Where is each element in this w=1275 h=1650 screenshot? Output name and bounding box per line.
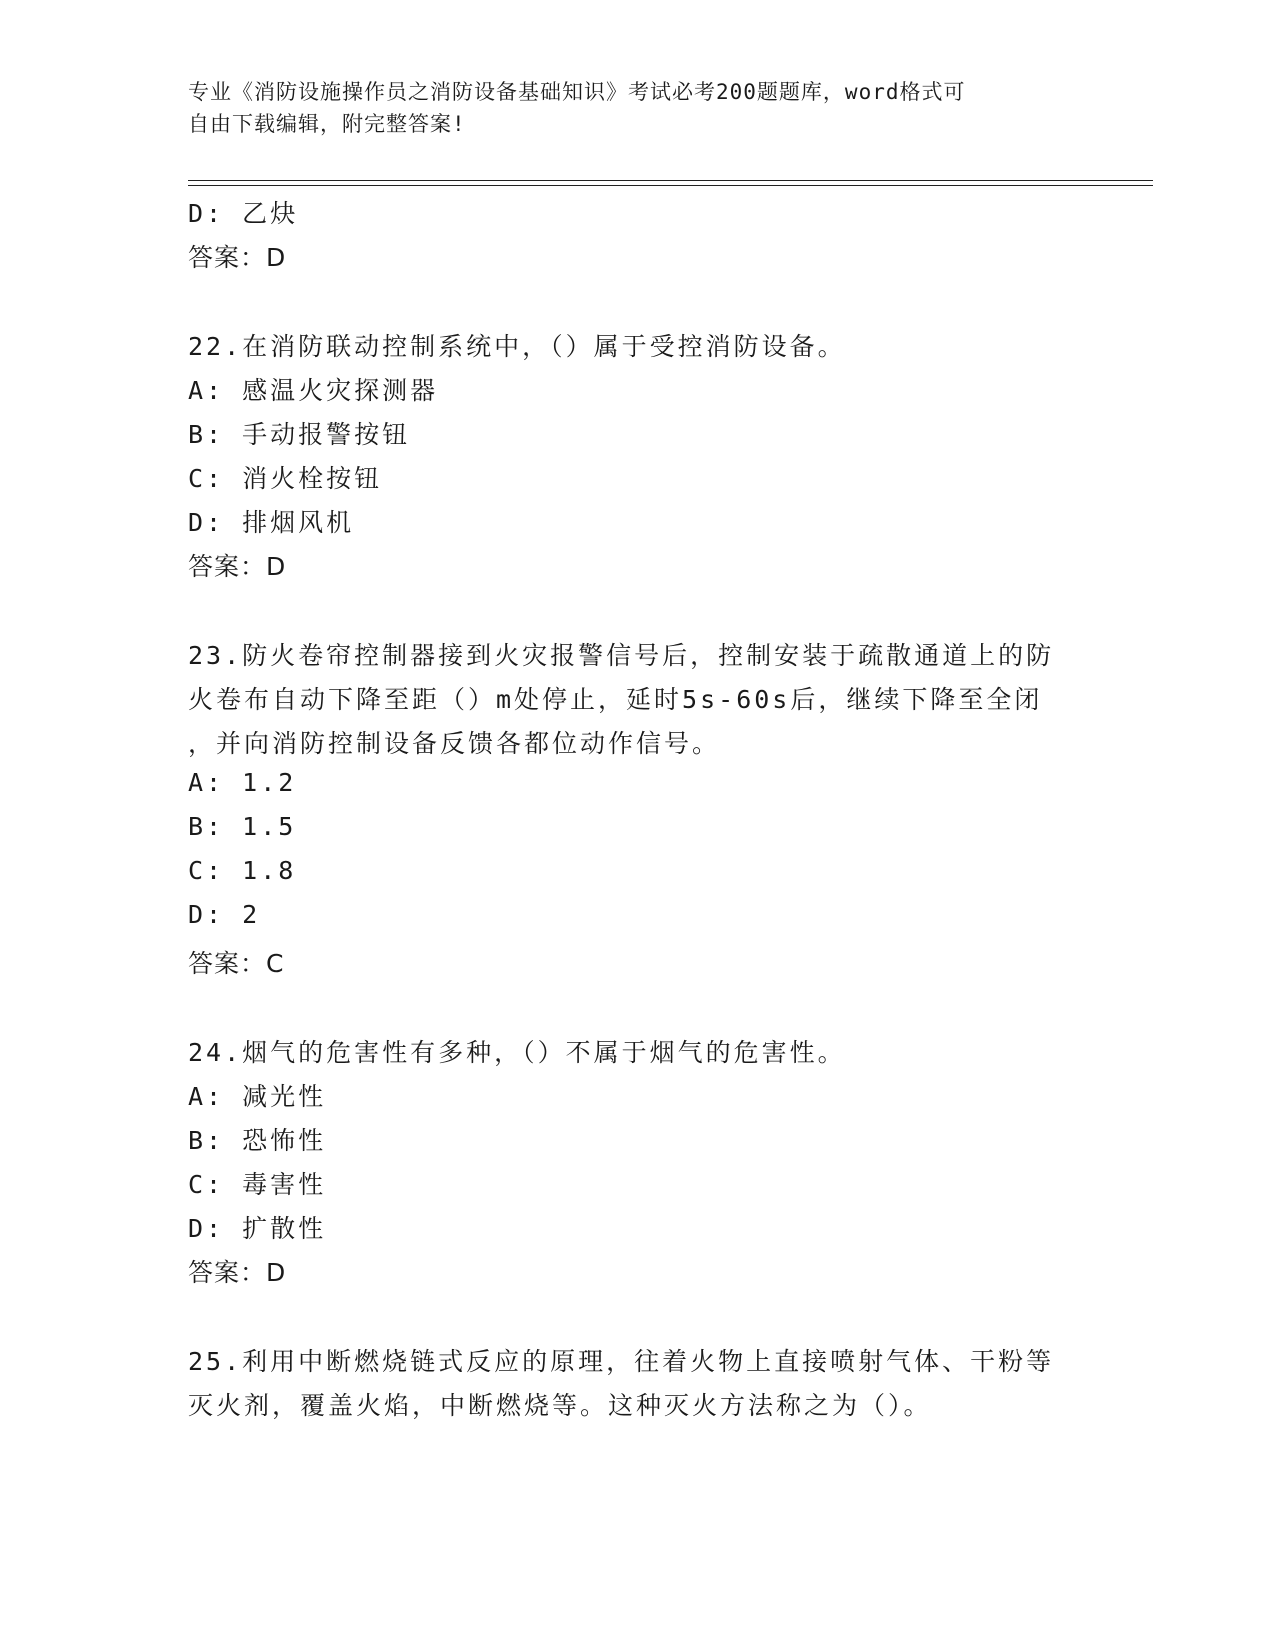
- q23-question-line-3: ，并向消防控制设备反馈各都位动作信号。: [188, 729, 721, 758]
- q21-answer: 答案：D: [188, 243, 287, 272]
- q24-option-b: B: 恐怖性: [188, 1126, 327, 1155]
- q22-option-a: A: 感温火灾探测器: [188, 376, 439, 405]
- q22-answer: 答案：D: [188, 552, 287, 581]
- q23-answer: 答案：C: [188, 949, 285, 978]
- q22-question: 22.在消防联动控制系统中，（）属于受控消防设备。: [188, 332, 846, 361]
- q24-option-c: C: 毒害性: [188, 1170, 327, 1199]
- q24-question: 24.烟气的危害性有多种，（）不属于烟气的危害性。: [188, 1038, 846, 1067]
- q23-option-a: A: 1.2: [188, 768, 297, 797]
- q24-option-d: D: 扩散性: [188, 1214, 327, 1243]
- q24-option-a: A: 减光性: [188, 1082, 327, 1111]
- q23-option-b: B: 1.5: [188, 812, 297, 841]
- q25-question-line-1: 25.利用中断燃烧链式反应的原理，往着火物上直接喷射气体、干粉等: [188, 1347, 1055, 1376]
- q23-option-c: C: 1.8: [188, 856, 297, 885]
- header-divider-top: [188, 180, 1153, 181]
- header-line-1: 专业《消防设施操作员之消防设备基础知识》考试必考200题题库，word格式可: [188, 80, 966, 104]
- q25-question-line-2: 灭火剂，覆盖火焰，中断燃烧等。这种灭火方法称之为（）。: [188, 1391, 932, 1420]
- q24-answer: 答案：D: [188, 1258, 287, 1287]
- q22-option-b: B: 手动报警按钮: [188, 420, 411, 449]
- q23-question-line-1: 23.防火卷帘控制器接到火灾报警信号后，控制安装于疏散通道上的防: [188, 641, 1055, 670]
- header-divider-bottom: [188, 185, 1153, 186]
- q22-option-c: C: 消火栓按钮: [188, 464, 383, 493]
- document-header: [188, 76, 1068, 140]
- header-line-2: 自由下载编辑，附完整答案!: [188, 112, 466, 136]
- q23-question-line-2: 火卷布自动下降至距（）m处停止，延时5s-60s后，继续下降至全闭: [188, 685, 1043, 714]
- q21-option-d: D: 乙炔: [188, 199, 299, 228]
- q22-option-d: D: 排烟风机: [188, 508, 355, 537]
- q23-option-d: D: 2: [188, 900, 261, 929]
